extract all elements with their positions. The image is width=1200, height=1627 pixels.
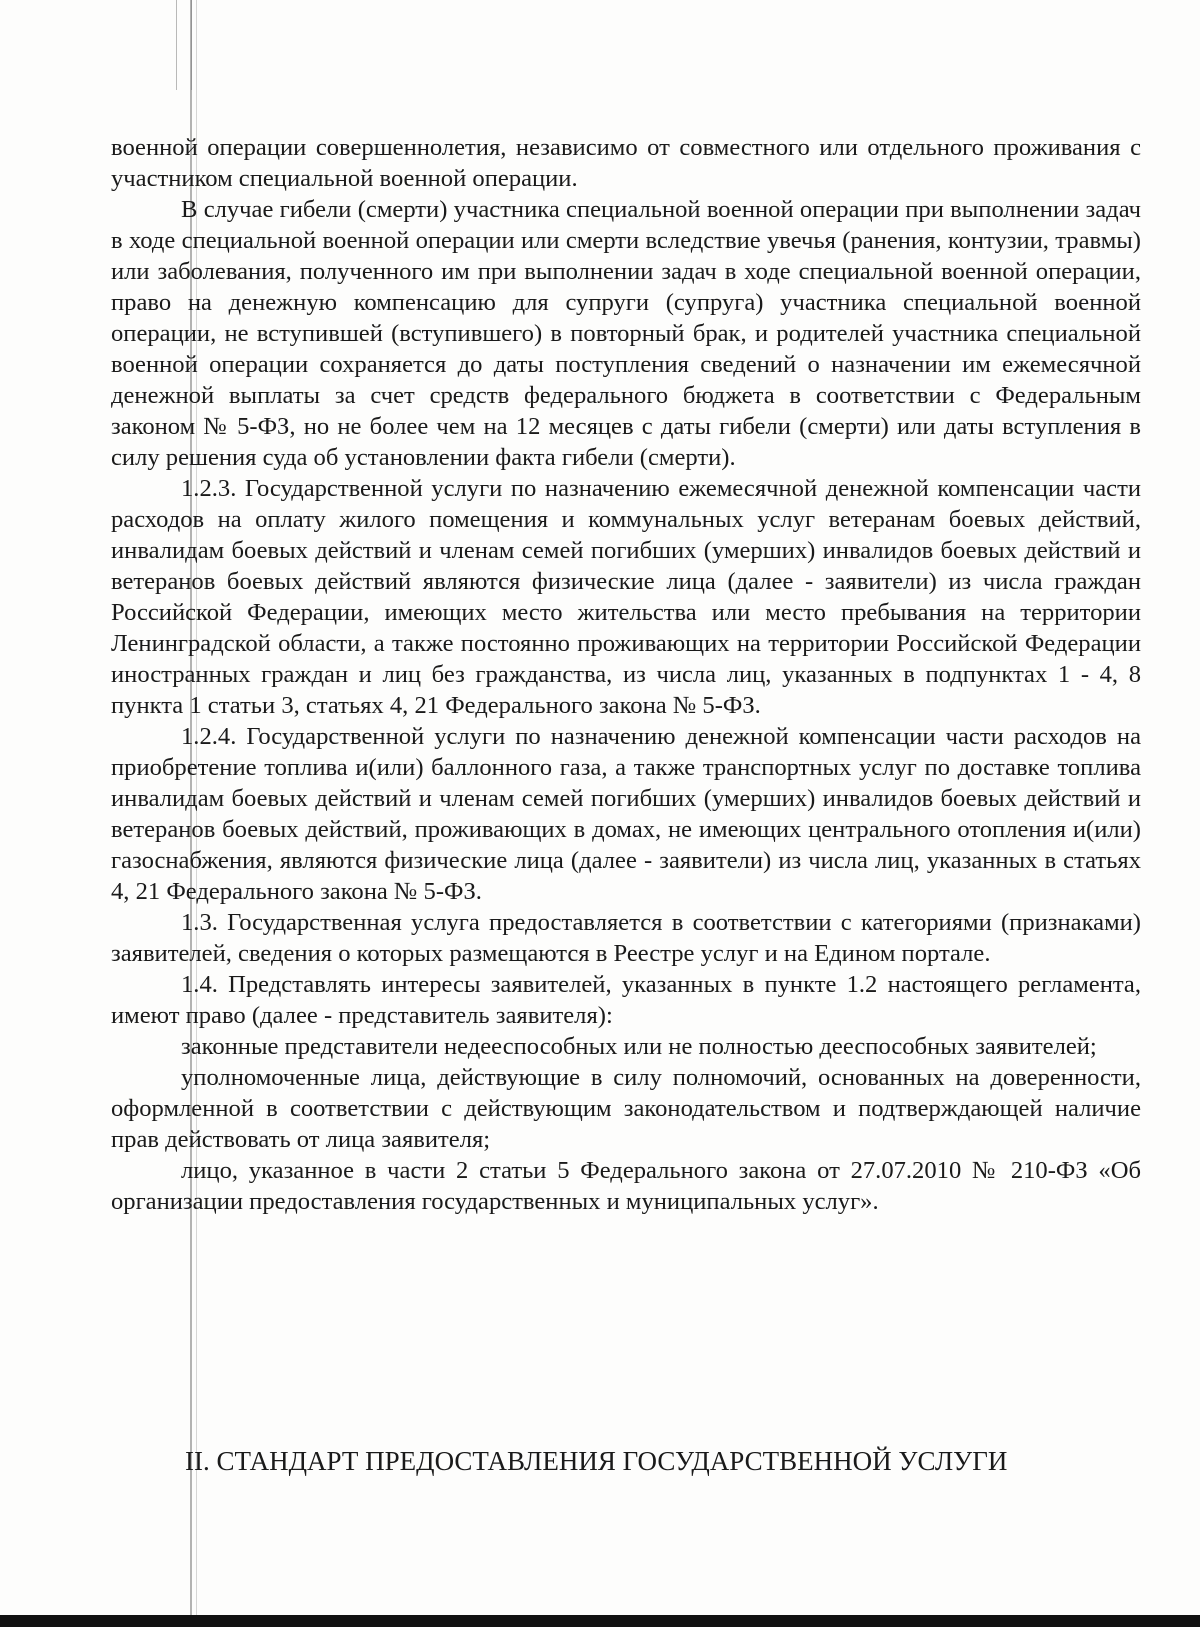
paragraph-1-2-3: 1.2.3. Государственной услуги по назначению ежемесячной денежной компенсации части расходов на оплату жилого помещения и коммунальных услуг ветеранам боевых действий, инвалидам боевых действий и членам семей погибших (умерших) инвалидов боевых действий и ветеранов боевых действий являются физические лица (далее - заявители) из числа граждан Российской Федерации, имеющих место жительства или место пребывания на территории Ленинградской области, а также постоянно проживающих на территории Российской Федерации иностранных граждан и лиц без гражданства, из числа лиц, указанных в подпунктах 1 - 4, 8 пункта 1 статьи 3, статьях 4, 21 Федерального закона № 5-ФЗ.: [111, 475, 1141, 719]
scan-bottom-edge: [0, 1615, 1200, 1627]
paragraph-1-4: 1.4. Представлять интересы заявителей, указанных в пункте 1.2 настоящего регламента, имеют право (далее - представитель заявителя):: [111, 971, 1141, 1029]
paragraph-person-210-fz: лицо, указанное в части 2 статьи 5 Федерального закона от 27.07.2010 № 210-ФЗ «Об организации предоставления государственных и муниципальных услуг».: [111, 1157, 1141, 1215]
paragraph-death-case: В случае гибели (смерти) участника специальной военной операции при выполнении задач в ходе специальной военной операции или смерти вследствие увечья (ранения, контузии, травмы) или заболевания, полученного им при выполнении задач в ходе специальной военной операции, право на денежную компенсацию для супруги (супруга) участника специальной военной операции, не вступившей (вступившего) в повторный брак, и родителей участника специальной военной операции сохраняется до даты поступления сведений о назначении им ежемесячной денежной выплаты за счет средств федерального бюджета в соответствии с Федеральным законом № 5-ФЗ, но не более чем на 12 месяцев с даты гибели (смерти) или даты вступления в силу решения суда об установлении факта гибели (смерти).: [111, 196, 1141, 471]
paragraph-1-3: 1.3. Государственная услуга предоставляется в соответствии с категориями (признаками) заявителей, сведения о которых размещаются в Реестре услуг и на Едином портале.: [111, 909, 1141, 967]
document-body: [111, 132, 1141, 1217]
paragraph-legal-representatives: законные представители недееспособных или не полностью дееспособных заявителей;: [181, 1033, 1097, 1060]
paragraph-authorized-persons: уполномоченные лица, действующие в силу полномочий, основанных на доверенности, оформленной в соответствии с действующим законодательством и подтверждающей наличие прав действовать от лица заявителя;: [111, 1064, 1141, 1153]
paragraph-1-2-4: 1.2.4. Государственной услуги по назначению денежной компенсации части расходов на приобретение топлива и(или) баллонного газа, а также транспортных услуг по доставке топлива инвалидам боевых действий и членам семей погибших (умерших) инвалидов боевых действий и ветеранов боевых действий, проживающих в домах, не имеющих центрального отопления и(или) газоснабжения, являются физические лица (далее - заявители) из числа лиц, указанных в статьях 4, 21 Федерального закона № 5-ФЗ.: [111, 723, 1141, 905]
paragraph-continuation: военной операции совершеннолетия, независимо от совместного или отдельного проживания с участником специальной военной операции.: [111, 134, 1141, 192]
section-heading: II. СТАНДАРТ ПРЕДОСТАВЛЕНИЯ ГОСУДАРСТВЕННОЙ УСЛУГИ: [185, 1446, 1008, 1476]
